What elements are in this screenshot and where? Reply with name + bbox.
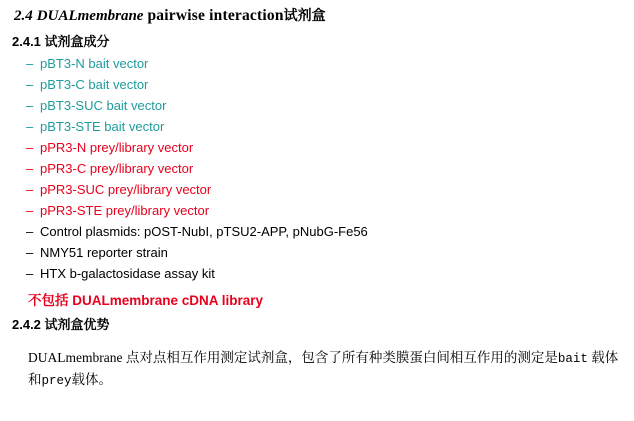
list-dash: – xyxy=(26,224,34,240)
list-item-label: Control plasmids: pOST-NubI, pTSU2-APP, pNubG-Fe56 xyxy=(40,224,368,240)
subsection-title-2: 试剂盒优势 xyxy=(44,317,110,333)
list-item xyxy=(26,263,624,284)
list-item-label: pPR3-C prey/library vector xyxy=(40,161,194,177)
exclusion-note: 不包括 DUALmembrane cDNA library xyxy=(28,293,264,309)
paragraph-part-3: 是 xyxy=(544,349,558,365)
list-item xyxy=(26,158,624,179)
list-item xyxy=(26,95,624,116)
components-list xyxy=(10,53,624,284)
section-product-name: DUALmembrane xyxy=(36,8,144,24)
list-item xyxy=(26,221,624,242)
list-dash: – xyxy=(26,161,34,177)
list-item xyxy=(26,53,624,74)
subsection-title-1: 试剂盒成分 xyxy=(44,33,110,49)
list-item-label: pPR3-SUC prey/library vector xyxy=(40,182,212,198)
list-item-label: pBT3-STE bait vector xyxy=(40,119,165,135)
list-dash: – xyxy=(26,119,34,135)
list-item-label: pBT3-SUC bait vector xyxy=(40,98,167,114)
list-item-label: pBT3-C bait vector xyxy=(40,77,149,93)
list-item-label: pBT3-N bait vector xyxy=(40,56,149,72)
subsection-number-2: 2.4.2 xyxy=(12,317,41,333)
list-item-label: HTX b-galactosidase assay kit xyxy=(40,266,215,282)
list-dash: – xyxy=(26,266,34,282)
list-item xyxy=(26,74,624,95)
list-item xyxy=(26,137,624,158)
list-item xyxy=(26,179,624,200)
list-item xyxy=(26,116,624,137)
subsection-heading-advantages xyxy=(12,317,624,333)
section-pairwise-label: pairwise interaction xyxy=(147,7,284,24)
list-item-label: pPR3-STE prey/library vector xyxy=(40,203,210,219)
list-item-label: pPR3-N prey/library vector xyxy=(40,140,194,156)
paragraph-part-7: 载体。 xyxy=(71,371,113,387)
list-item xyxy=(26,200,624,221)
paragraph-part-4: bait xyxy=(557,351,588,366)
paragraph-part-5: 载体和 xyxy=(28,349,619,387)
list-dash: – xyxy=(26,140,34,156)
subsection-heading-components xyxy=(12,34,624,50)
list-dash: – xyxy=(26,98,34,114)
paragraph-part-2: 点对点相互作用测定试剂盒，包含了所有种类膜蛋白间相互作用的测定 xyxy=(122,349,545,365)
list-dash: – xyxy=(26,203,34,219)
section-heading xyxy=(14,7,624,26)
subsection-number-1: 2.4.1 xyxy=(12,33,41,49)
list-dash: – xyxy=(26,56,34,72)
paragraph-part-1: DUALmembrane xyxy=(28,349,123,365)
list-dash: – xyxy=(26,182,34,198)
list-item-label: NMY51 reporter strain xyxy=(40,245,168,261)
paragraph-part-6: prey xyxy=(41,373,72,388)
list-dash: – xyxy=(26,77,34,93)
section-number: 2.4 xyxy=(14,8,33,24)
list-dash: – xyxy=(26,245,34,261)
section-chinese-suffix: 试剂盒 xyxy=(283,7,326,23)
body-paragraph xyxy=(28,347,624,391)
list-item xyxy=(26,242,624,263)
